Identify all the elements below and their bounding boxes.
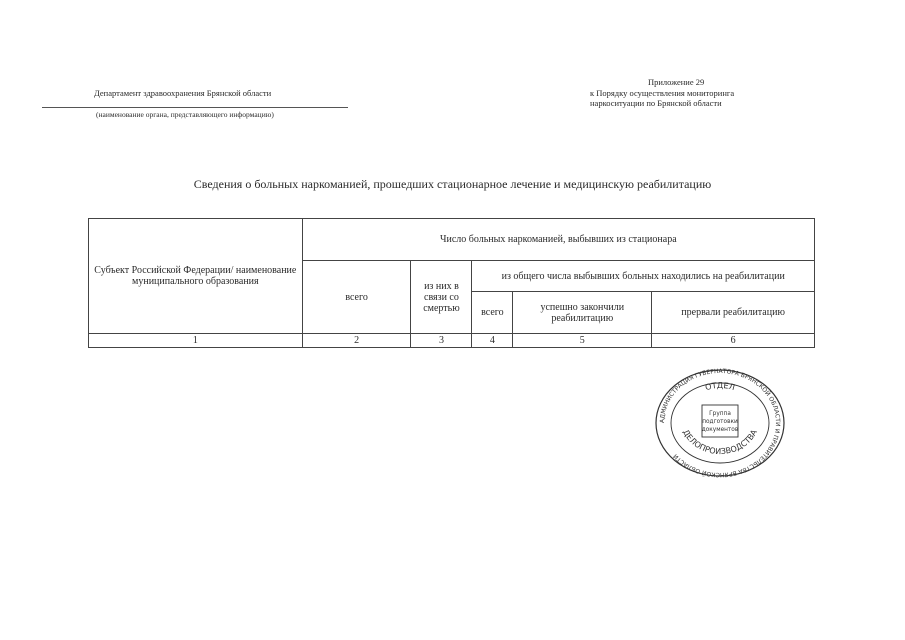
- column-number: 3: [411, 334, 472, 348]
- column-number: 2: [302, 334, 411, 348]
- header-rehab-group: из общего числа выбывших больных находились на реабилитации: [472, 261, 815, 292]
- stamp-arc-top: ОТДЕЛ: [704, 380, 736, 393]
- appendix-order-line: к Порядку осуществления мониторинга: [590, 87, 735, 98]
- column-number: 6: [652, 334, 815, 348]
- department-caption: (наименование органа, представляющего информацию): [96, 110, 274, 119]
- stamp-ring-text: АДМИНИСТРАЦИЯ ГУБЕРНАТОРА БРЯНСКОЙ ОБЛАСТИ И ПРАВИТЕЛЬСТВА БРЯНСКОЙ ОБЛАСТИ: [658, 368, 782, 478]
- department-name: Департамент здравоохранения Брянской области: [94, 88, 272, 98]
- column-number: 5: [513, 334, 652, 348]
- header-discharged-group: Число больных наркоманией, выбывших из стационара: [302, 219, 814, 261]
- stamp-center-line2: подготовки: [702, 419, 738, 425]
- stamp-arc-bottom: ДЕЛОПРОИЗВОДСТВА: [681, 428, 759, 457]
- office-stamp: [654, 368, 786, 478]
- header-rehab-total: всего: [472, 292, 513, 334]
- department-underline: [42, 107, 348, 108]
- appendix-region-line: наркоситуации по Брянской области: [590, 98, 722, 108]
- column-number: 1: [89, 334, 303, 348]
- header-interrupted: прервали реабилитацию: [652, 292, 815, 334]
- header-completed: успешно закончили реабилитацию: [513, 292, 652, 334]
- appendix-reference: [590, 77, 810, 109]
- header-subject: Субъект Российской Федерации/ наименование муниципального образования: [89, 219, 303, 334]
- stamp-center-line3: документов: [701, 427, 739, 433]
- document-title: Сведения о больных наркоманией, прошедших стационарное лечение и медицинскую реабилитацию: [193, 177, 712, 191]
- stamp-center-line1: Группа: [709, 411, 731, 417]
- appendix-number: Приложение 29: [648, 77, 705, 87]
- header-total: всего: [302, 261, 411, 334]
- column-number: 4: [472, 334, 513, 348]
- report-table: [88, 218, 815, 348]
- header-deaths: из них в связи со смертью: [411, 261, 472, 334]
